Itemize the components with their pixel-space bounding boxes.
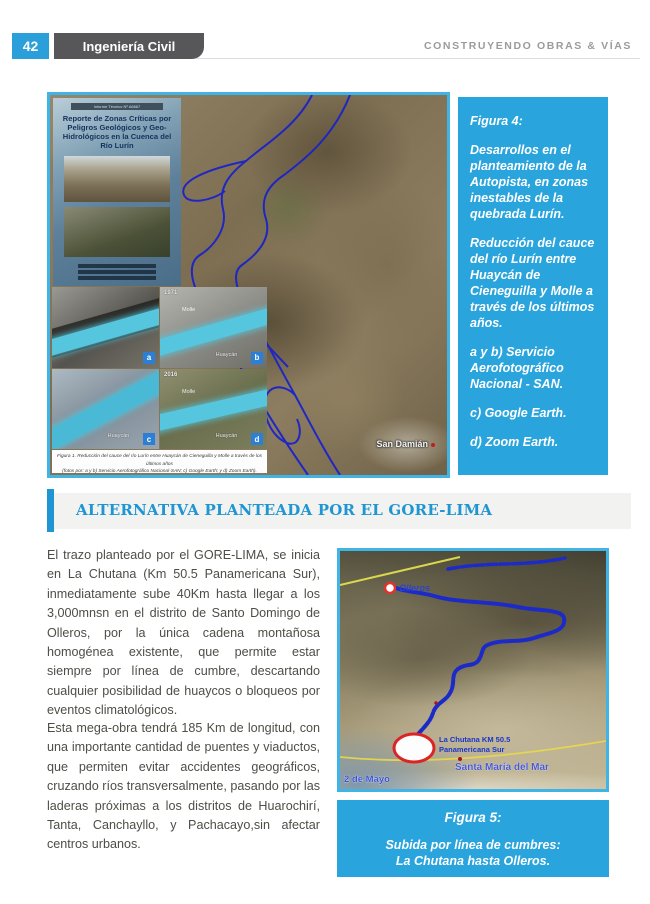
figure5-image bbox=[337, 548, 609, 792]
map-label-2-de-mayo: 2 de Mayo bbox=[344, 774, 390, 785]
route-line-top bbox=[448, 558, 565, 569]
town-dot bbox=[458, 757, 462, 761]
panel-place2: Huaycán bbox=[215, 351, 238, 358]
figure5-map-overlay bbox=[340, 551, 606, 789]
report-cover-title: Reporte de Zonas Críticas por Peligros Geológicos y Geo-Hidrológicos en la Cuenca del Río Lurín bbox=[62, 114, 172, 151]
inner-caption-line1: Figura 1. Reducción del cauce del río Lurín entre Huaycán de Cieneguilla y Molle a través de los últimos años bbox=[56, 454, 263, 467]
section-title-tab: Ingeniería Civil bbox=[54, 33, 204, 59]
panel-tag: c bbox=[143, 433, 155, 445]
cover-photo-valley-1 bbox=[64, 156, 170, 202]
header-divider bbox=[196, 58, 640, 59]
yellow-road-top bbox=[340, 557, 460, 585]
panel-year: 2016 bbox=[164, 371, 178, 378]
panel-place: Molle bbox=[182, 388, 196, 395]
la-chutana-marker bbox=[394, 734, 434, 762]
route-line-main bbox=[393, 587, 564, 743]
figure5-caption-panel bbox=[337, 800, 609, 877]
page-number: 42 bbox=[12, 33, 49, 59]
map-label-san-damian: San Damián bbox=[376, 439, 435, 449]
body-paragraph-2: Esta mega-obra tendrá 185 Km de longitud, con una importante cantidad de puentes y viaductos, que permiten evitar accidentes geográficos, cruzando ríos transversalmente, pasando por las laderas próximas a los distritos de Huarochirí, Tanta, Canchayllo, y Pachacayo,sin afectar centros urbanos. bbox=[47, 721, 321, 852]
map-label-chutana-line2: Panamericana Sur bbox=[439, 745, 505, 754]
figure5-caption-line1: Subida por línea de cumbres: bbox=[385, 838, 561, 852]
aerial-panel-b bbox=[160, 287, 267, 368]
figure4-caption-paragraph: c) Google Earth. bbox=[470, 406, 567, 420]
aerial-panel-d bbox=[160, 369, 267, 450]
cover-author-lines bbox=[78, 264, 156, 280]
river-highlight bbox=[160, 387, 267, 434]
town-dot bbox=[434, 701, 437, 704]
aerial-panel-c bbox=[52, 369, 159, 450]
aerial-panel-a bbox=[52, 287, 159, 368]
figure4-image bbox=[47, 92, 450, 478]
figure4-caption-paragraph: Desarrollos en el planteamiento de la Autopista, en zonas inestables de la quebrada Lurín. bbox=[470, 143, 589, 221]
panel-place2: Huaycán bbox=[107, 433, 130, 439]
map-label-olleros: Olleros bbox=[399, 583, 431, 593]
body-paragraph-1: El trazo planteado por el GORE-LIMA, se inicia en La Chutana (Km 50.5 Panamericana Sur), inmediatamente sube 40Km hasta llegar a los 3,000mnsn en el distrito de Santo Domingo de Olleros, por la única cadena montañosa homogénea existente, que permite estar siempre por línea de cumbre, descartando cualquier posibilidad de huaycos o bloqueos por eventos climatológicos. bbox=[47, 548, 320, 718]
figure4-caption-paragraph: Reducción del cauce del río Lurín entre Huaycán de Cieneguilla y Molle a través de los últimos años. bbox=[470, 236, 595, 330]
panel-place: Molle bbox=[182, 307, 196, 313]
panel-place2: Huaycán bbox=[215, 433, 238, 439]
map-label-chutana-line1: La Chutana KM 50.5 bbox=[439, 735, 511, 744]
figure5-caption-title: Figura 5: bbox=[444, 810, 502, 825]
cover-photo-valley-2 bbox=[64, 207, 170, 257]
panel-tag: b bbox=[251, 352, 263, 364]
olleros-marker bbox=[385, 583, 395, 593]
inner-figure-caption bbox=[52, 450, 267, 473]
map-label-santa-maria: Santa María del Mar bbox=[455, 762, 549, 773]
panel-tag: a bbox=[143, 352, 155, 364]
running-head: CONSTRUYENDO OBRAS & VÍAS bbox=[423, 40, 632, 52]
report-cover-inset bbox=[53, 98, 181, 286]
figure4-caption-paragraph: d) Zoom Earth. bbox=[470, 435, 559, 449]
aerial-panel-grid bbox=[52, 287, 267, 449]
figure4-caption-paragraph: a y b) Servicio Aerofotográfico Nacional - SAN. bbox=[470, 345, 564, 391]
inner-caption-line2: (fotos por: a y b) Servicio Aerofotográfico Nacional-SAN; c) Google Earth; y d) Zoom Earth). bbox=[62, 469, 257, 475]
figure4-caption-title: Figura 4: bbox=[470, 114, 523, 128]
section-heading: ALTERNATIVA PLANTEADA POR EL GORE-LIMA bbox=[76, 501, 493, 519]
figure4-caption-panel bbox=[458, 97, 608, 475]
panel-tag: d bbox=[251, 433, 263, 445]
panel-year: 1971 bbox=[164, 290, 178, 296]
heading-accent-bar bbox=[47, 489, 54, 532]
town-dot bbox=[431, 443, 435, 447]
report-number-band: Informe Técnico Nº A6667 bbox=[71, 103, 163, 110]
figure5-caption-line2: La Chutana hasta Olleros. bbox=[395, 854, 551, 868]
